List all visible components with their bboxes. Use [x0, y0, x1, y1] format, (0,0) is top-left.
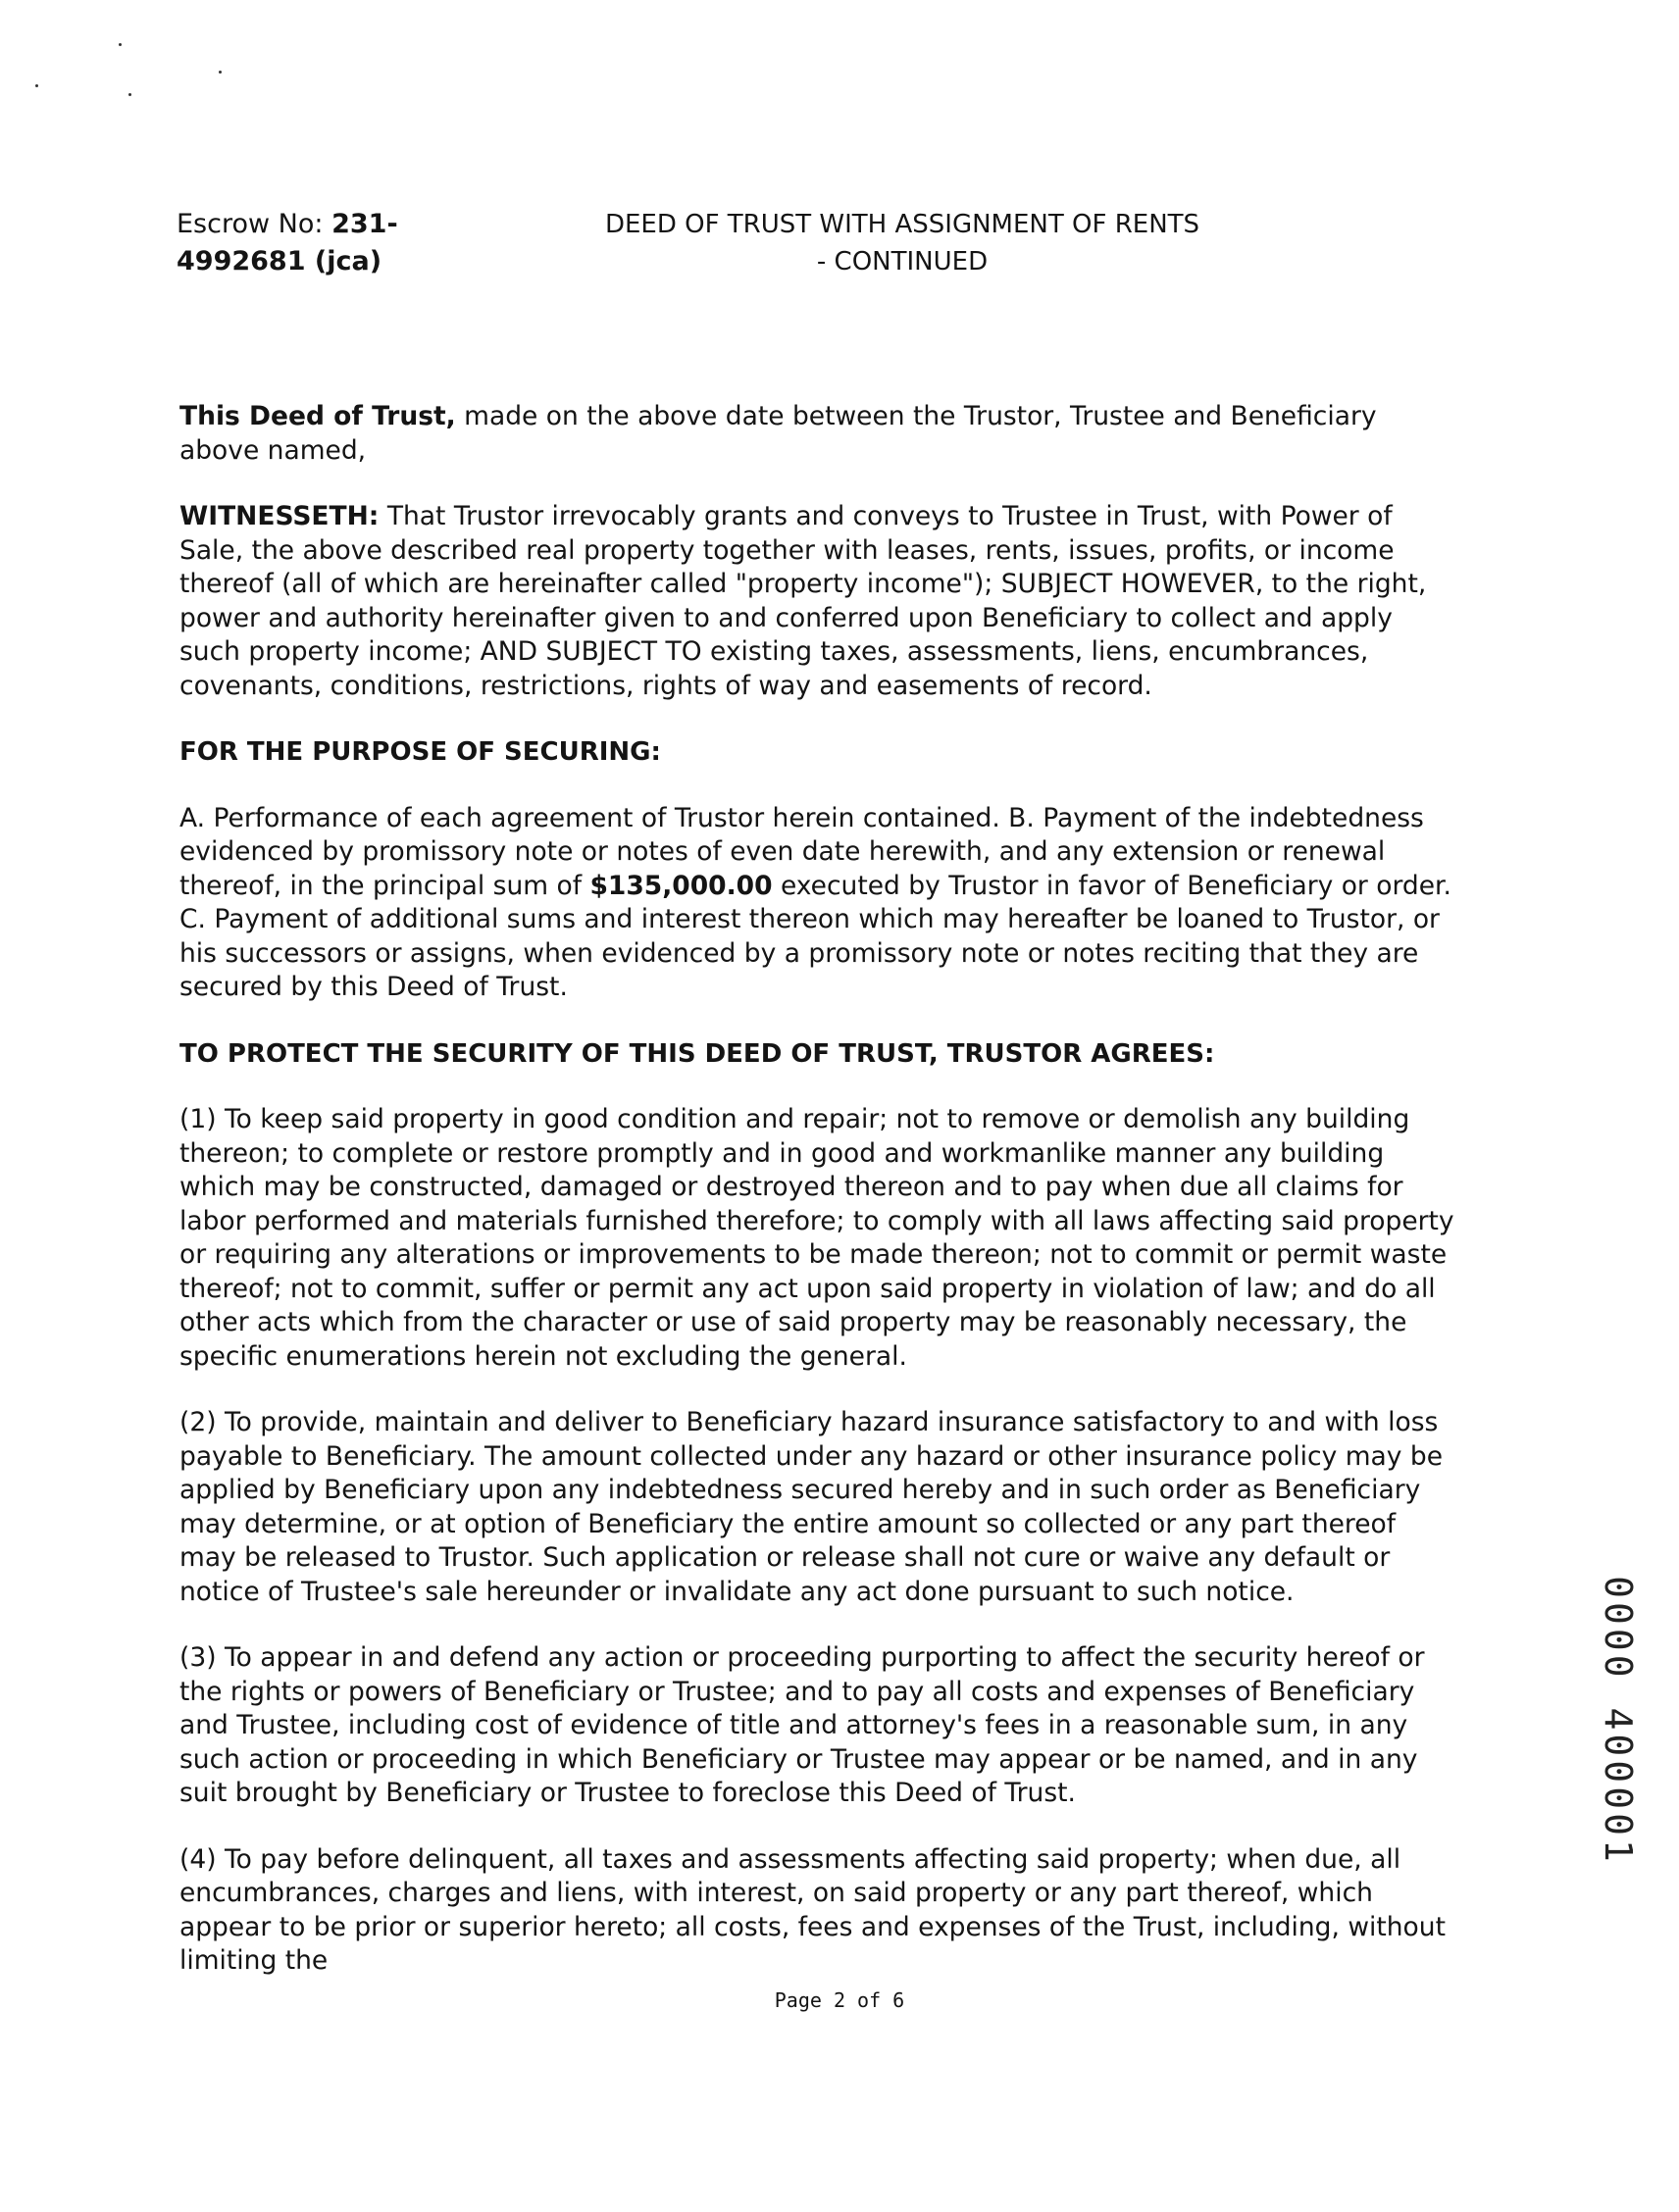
purpose-text-after: executed by Trustor in favor of Beneficiary or order. C. Payment of additional sums and interest thereon which may hereafter be loaned to Trustor, or his successors or assigns, when evidenced by a promissory note or notes reciting that they are secured by this Deed of Trust. [179, 870, 1451, 1002]
scan-speck [128, 93, 131, 96]
document-header [177, 206, 1491, 284]
scan-speck [119, 43, 122, 46]
principal-amount: $135,000.00 [589, 870, 773, 901]
witnesseth-text: That Trustor irrevocably grants and conveys to Trustee in Trust, with Power of Sale, the above described real property together with leases, rents, issues, profits, or income thereof (all of which are hereinafter called "property income"); SUBJECT HOWEVER, to the right, power and authority hereinafter given to and conferred upon Beneficiary to collect and apply such property income; AND SUBJECT TO existing taxes, assessments, liens, encumbrances, covenants, conditions, restrictions, rights of way and easements of record. [179, 501, 1427, 701]
document-title-line2: - CONTINUED [816, 247, 989, 276]
witnesseth-lead: WITNESSETH: [179, 501, 380, 531]
document-title [569, 206, 1236, 280]
recording-stamp-number: 0000 400001 [1597, 1576, 1640, 1866]
scan-speck [35, 84, 38, 87]
document-title-line1: DEED OF TRUST WITH ASSIGNMENT OF RENTS [604, 210, 1200, 239]
protect-heading: TO PROTECT THE SECURITY OF THIS DEED OF TRUST, TRUSTOR AGREES: [179, 1038, 1215, 1069]
purpose-text-before: A. Performance of each agreement of Trustor herein contained. B. Payment of the indebtedness evidenced by promissory note or notes of even date herewith, and any extension or renewal thereof, in the principal sum of [179, 802, 1424, 901]
escrow-number-block [177, 206, 471, 280]
witnesseth-paragraph [179, 500, 1459, 703]
escrow-number-part2: 4992681 (jca) [177, 246, 382, 276]
scan-speck [219, 71, 222, 74]
document-body [179, 400, 1459, 2011]
clause-3: (3) To appear in and defend any action or proceeding purporting to affect the security hereof or the rights or powers of Beneficiary or Trustee; and to pay all costs and expenses of Beneficiary and Trustee, including cost of evidence of title and attorney's fees in a reasonable sum, in any such action or proceeding in which Beneficiary or Trustee may appear or be named, and in any suit brought by Beneficiary or Trustee to foreclose this Deed of Trust. [179, 1642, 1425, 1808]
page-number: Page 2 of 6 [774, 1988, 905, 2012]
purpose-heading: FOR THE PURPOSE OF SECURING: [179, 737, 661, 767]
intro-lead: This Deed of Trust, [179, 401, 456, 431]
intro-paragraph [179, 400, 1459, 468]
clause-4: (4) To pay before delinquent, all taxes and assessments affecting said property; when due, all encumbrances, charges and liens, with interest, on said property or any part thereof, which appear to be prior or superior hereto; all costs, fees and expenses of the Trust, including, without limiting the [179, 1843, 1446, 1976]
clause-1: (1) To keep said property in good condition and repair; not to remove or demolish any building thereon; to complete or restore promptly and in good and workmanlike manner any building which may be constructed, damaged or destroyed thereon and to pay when due all claims for labor performed and materials furnished therefore; to comply with all laws affecting said property or requiring any alterations or improvements to be made thereon; not to commit or permit waste thereof; not to commit, suffer or permit any act upon said property in violation of law; and do all other acts which from the character or use of said property may be reasonably necessary, the specific enumerations herein not excluding the general. [179, 1104, 1454, 1372]
intro-text: made on the above date between the Trustor, Trustee and Beneficiary above named, [179, 401, 1377, 466]
clause-2: (2) To provide, maintain and deliver to Beneficiary hazard insurance satisfactory to and with loss payable to Beneficiary. The amount collected under any hazard or other insurance policy may be applied by Beneficiary upon any indebtedness secured hereby and in such order as Beneficiary may determine, or at option of Beneficiary the entire amount so collected or any part thereof may be released to Trustor. Such application or release shall not cure or waive any default or notice of Trustee's sale hereunder or invalidate any act done pursuant to such notice. [179, 1407, 1444, 1607]
purpose-paragraph [179, 802, 1459, 1005]
recording-stamp [1595, 1576, 1642, 1866]
escrow-number-part1: 231- [331, 209, 398, 239]
escrow-label: Escrow No: [177, 209, 324, 239]
